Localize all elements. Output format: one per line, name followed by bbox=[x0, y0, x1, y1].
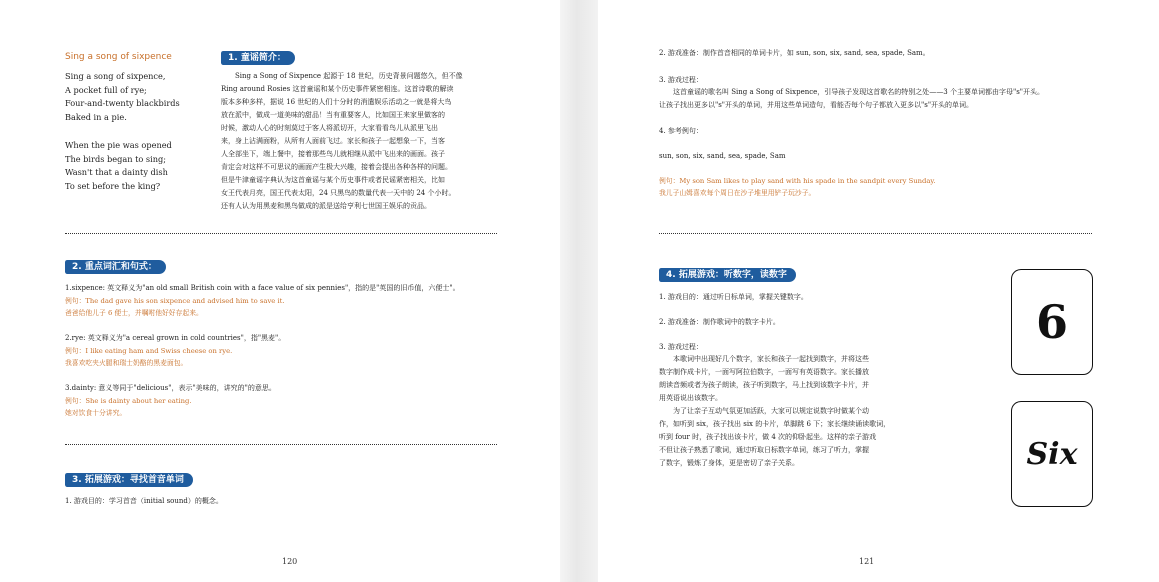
section-divider bbox=[659, 233, 1092, 234]
intro-line: 人全部坐下，端上餐中，接着那些鸟儿就相继从派中飞出来的画面。孩子 bbox=[221, 150, 445, 158]
numbers-line: 数字制作成卡片，一面写阿拉伯数字，一面写有英语数字。家长播放 bbox=[659, 368, 869, 376]
vocab-example-en: 例句：The dad gave his son sixpence and advised him to save it. bbox=[65, 297, 285, 305]
number-card-digit: 6 bbox=[1011, 269, 1093, 375]
game-prep: 2. 游戏准备：制作首音相同的单词卡片，如 sun, son, six, sand, sea, spade, Sam。 bbox=[659, 49, 930, 57]
poem-line: When the pie was opened bbox=[65, 140, 172, 150]
right-page bbox=[598, 0, 1159, 582]
reference-example-en: 例句：My son Sam likes to play sand with his spade in the sandpit every Sunday. bbox=[659, 177, 936, 185]
section-badge-vocab: 2. 重点词汇和句式： bbox=[65, 260, 166, 274]
vocab-definition: 2.rye: 英文释义为"a cereal grown in cold countries"，指"黑麦"。 bbox=[65, 334, 286, 342]
poem-line: Four-and-twenty blackbirds bbox=[65, 98, 180, 108]
section-badge-game: 3. 拓展游戏：寻找首音单词 bbox=[65, 473, 193, 487]
poem-line: The birds began to sing; bbox=[65, 153, 167, 164]
numbers-goal: 1. 游戏目的：通过听日标单词，掌握关键数字。 bbox=[659, 293, 808, 301]
intro-line: 女王代表月亮，国王代表太阳，24 只黑鸟的数量代表一天中的 24 个小时。 bbox=[221, 189, 456, 197]
poem-line: Wasn't that a dainty dish bbox=[65, 167, 168, 177]
numbers-line: 了数字，锻炼了身体，更是密切了亲子关系。 bbox=[659, 459, 799, 467]
section-badge-intro: 1. 童谣简介： bbox=[221, 51, 295, 65]
vocab-example-en: 例句：She is dainty about her eating. bbox=[65, 397, 192, 405]
intro-paragraph bbox=[221, 70, 499, 213]
intro-line: 肯定会对这样不可思议的画面产生极大兴趣，接着会提出各种各样的问题。 bbox=[221, 163, 452, 171]
numbers-line: 朗读音频或者为孩子朗读，孩子听到数字，马上找到该数字卡片，并 bbox=[659, 381, 869, 389]
numbers-prep: 2. 游戏准备：制作歌词中的数字卡片。 bbox=[659, 318, 780, 326]
poem-title: Sing a song of sixpence bbox=[65, 52, 172, 62]
reference-title: 4. 参考例句： bbox=[659, 127, 703, 135]
section-divider bbox=[65, 233, 497, 234]
vocab-list bbox=[65, 282, 505, 420]
reference-example-zh: 我儿子山姆喜欢每个周日在沙子堆里用铲子玩沙子。 bbox=[659, 189, 816, 197]
numbers-line: 本歌词中出现好几个数字，家长和孩子一起找到数字，并将这些 bbox=[673, 355, 869, 363]
vocab-example-zh: 她对饮食十分讲究。 bbox=[65, 409, 127, 417]
intro-line: 放在派中，做成一道美味的甜品！当有重要客人，比如国王来家里做客的 bbox=[221, 111, 445, 119]
poem-stanza-2 bbox=[65, 139, 172, 193]
numbers-process-text bbox=[659, 353, 959, 470]
vocab-example-en: 例句：I like eating ham and Swiss cheese on rye. bbox=[65, 347, 233, 355]
intro-line: 但是牛津童谣字典认为这首童谣与某个历史事件或者民谣紧密相关，比如 bbox=[221, 176, 445, 184]
intro-line: Ring around Rosies 这首童谣和某个历史事件紧密相连。这首诗歌的解读 bbox=[221, 85, 454, 93]
book-gutter bbox=[560, 0, 598, 582]
intro-line: 来，身上沾满面粉，从所有人面前飞过。家长和孩子一起想象一下，当客 bbox=[221, 137, 445, 145]
vocab-example-zh: 我喜欢吃夹火腿和瑞士奶酪的黑麦面包。 bbox=[65, 359, 188, 367]
reference-words: sun, son, six, sand, sea, spade, Sam bbox=[659, 152, 786, 160]
numbers-line: 作，如听到 six，孩子找出 six 的卡片，单脚跳 6 下；家长继续诵读歌词， bbox=[659, 420, 891, 428]
vocab-item bbox=[65, 282, 505, 320]
vocab-definition: 1.sixpence: 英文释义为"an old small British coin with a face value of six pennies"，指的是"英国的旧币值，六便士"。 bbox=[65, 284, 460, 292]
vocab-definition: 3.dainty: 意义等同于"delicious"，表示"美味的，讲究的"的意思。 bbox=[65, 384, 276, 392]
numbers-process-title: 3. 游戏过程： bbox=[659, 343, 703, 351]
intro-line: 还有人认为用黑麦和黑鸟做成的派是送给亨利七世国王娱乐的贡品。 bbox=[221, 202, 431, 210]
numbers-line: 不但让孩子熟悉了歌词，通过听取日标数字单词，练习了听力，掌握 bbox=[659, 446, 869, 454]
numbers-line: 为了让亲子互动气氛更加活跃，大家可以规定说数字时做某个动 bbox=[673, 407, 869, 415]
section-badge-numbers: 4. 拓展游戏：听数字，读数字 bbox=[659, 268, 796, 282]
section-divider bbox=[65, 444, 497, 445]
reference-example bbox=[659, 175, 936, 200]
vocab-item bbox=[65, 382, 505, 420]
numbers-line: 听到 four 时，孩子找出该卡片，做 4 次的仰卧起坐。这样的亲子游戏 bbox=[659, 433, 877, 441]
poem-line: A pocket full of rye; bbox=[65, 84, 147, 95]
vocab-example-zh: 爸爸给他儿子 6 便士，并嘱咐他好好存起来。 bbox=[65, 309, 203, 317]
poem-stanza-1 bbox=[65, 70, 180, 124]
poem-line: Baked in a pie. bbox=[65, 111, 127, 122]
intro-line: 时候，激动人心的时刻莫过于客人将派切开，大家看看鸟儿从派里飞出 bbox=[221, 124, 438, 132]
intro-line: 版本多种多样，据说 16 世纪的人们十分时的消遣娱乐活动之一就是将大鸟 bbox=[221, 98, 452, 106]
vocab-item bbox=[65, 332, 505, 370]
left-page bbox=[0, 0, 560, 582]
process-line: 让孩子找出更多以"s"开头的单词，并用这些单词造句，看能否每个句子都放入更多以"s"开头的单词。 bbox=[659, 101, 974, 109]
poem-line: To set before the king? bbox=[65, 180, 161, 191]
game-goal: 1. 游戏目的：学习首音（initial sound）的概念。 bbox=[65, 497, 223, 505]
intro-line: Sing a Song of Sixpence 起源于 18 世纪，历史背景问题悠久，但不像 bbox=[235, 72, 463, 80]
process-title: 3. 游戏过程： bbox=[659, 76, 703, 84]
process-text bbox=[659, 86, 1104, 112]
page-number: 121 bbox=[859, 557, 875, 566]
poem-line: Sing a song of sixpence, bbox=[65, 71, 166, 81]
numbers-line: 用英语说出该数字。 bbox=[659, 394, 722, 402]
process-line: 这首童谣的歌名叫 Sing a Song of Sixpence，引导孩子发现这首歌名的特别之处——3 个主要单词都由字母"s"开头。 bbox=[673, 88, 1045, 96]
number-card-word: Six bbox=[1011, 401, 1093, 507]
page-number: 120 bbox=[282, 557, 298, 566]
